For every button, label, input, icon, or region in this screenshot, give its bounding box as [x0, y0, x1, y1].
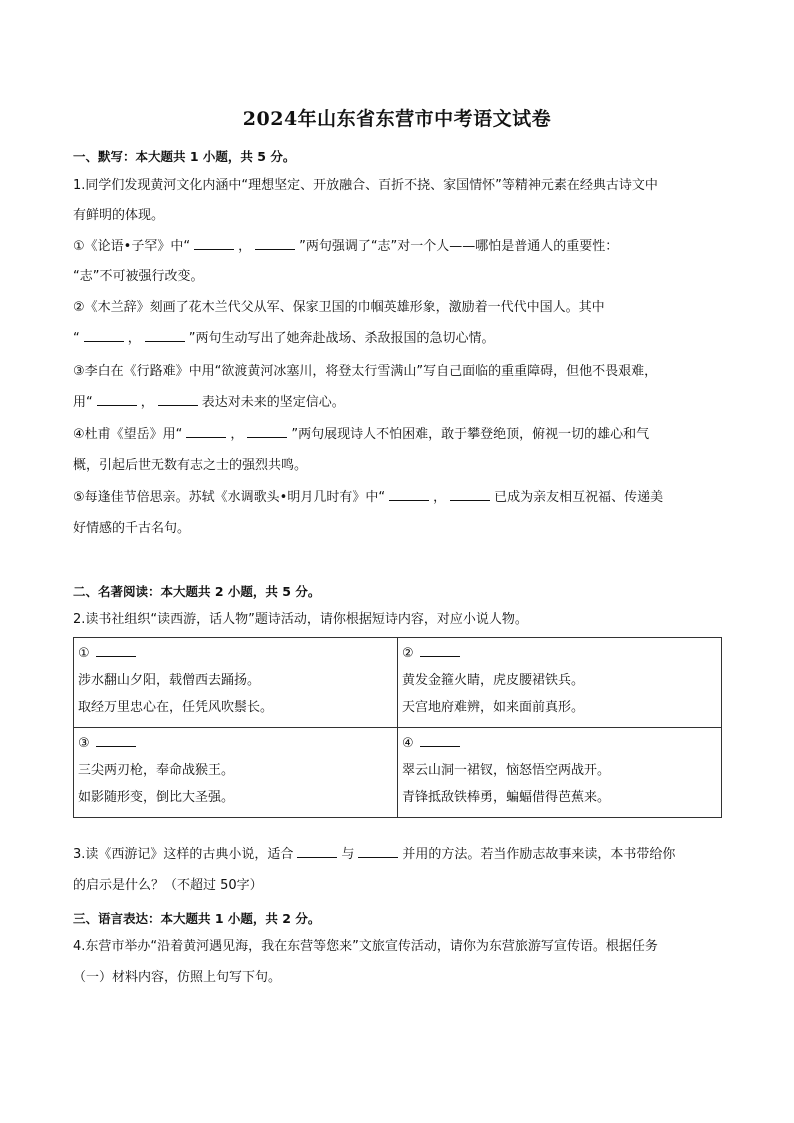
answer-blank[interactable] [420, 644, 460, 657]
answer-blank[interactable] [450, 488, 490, 501]
text: ”两句生动写出了她奔赴战场、杀敌报国的急切心情。 [188, 331, 495, 346]
answer-blank[interactable] [358, 845, 398, 858]
poem-line: 如影随形变，倒比大圣强。 [78, 790, 235, 805]
q1-item3-line1: ③李白在《行路难》中用“欲渡黄河冰塞川，将登太行雪满山”写自己面临的重重障碍，但他不畏艰难， [73, 364, 658, 379]
answer-blank[interactable] [84, 329, 124, 342]
poem-line: 涉水翻山夕阳，载僧西去踊扬。 [78, 673, 261, 688]
answer-blank[interactable] [96, 644, 136, 657]
poem-line: 青锋抵敌铁棒勇，蝙蝠借得芭蕉来。 [402, 790, 611, 805]
q1-item1-line2: “志”不可被强行改变。 [73, 269, 204, 284]
page-title: 2024年山东省东营市中考语文试卷 [242, 108, 552, 130]
text: ， [238, 239, 252, 254]
poem-number: ④ [402, 730, 717, 757]
answer-blank[interactable] [97, 393, 137, 406]
poem-cell [74, 638, 398, 728]
text: ①《论语•子罕》中“ [73, 239, 191, 254]
answer-blank[interactable] [389, 488, 429, 501]
text: ”两句展现诗人不怕困难，敢于攀登绝顶，俯视一切的雄心和气 [291, 427, 650, 442]
poem-number: ① [78, 640, 393, 667]
answer-blank[interactable] [145, 329, 185, 342]
section-desc: 本大题共 1 小题，共 2 分。 [160, 911, 321, 926]
text: 3.读《西游记》这样的古典小说，适合 [73, 847, 294, 862]
answer-blank[interactable] [186, 425, 226, 438]
poem-cell [74, 728, 398, 818]
section-desc: 本大题共 2 小题，共 5 分。 [160, 584, 321, 599]
text: 用“ [73, 395, 93, 410]
text: ⑤每逢佳节倍思亲。苏轼《水调歌头•明月几时有》中“ [73, 490, 386, 505]
poem-line: 翠云山洞一裙钗，恼怒悟空两战开。 [402, 763, 611, 778]
text: ④杜甫《望岳》用“ [73, 427, 183, 442]
answer-blank[interactable] [247, 425, 287, 438]
q4-line2: （一）材料内容，仿照上句写下句。 [73, 970, 282, 985]
q1-intro-line1: 1.同学们发现黄河文化内涵中“理想坚定、开放融合、百折不挠、家国情怀”等精神元素在经典古诗文中 [73, 178, 658, 193]
q1-item4-line2: 概，引起后世无数有志之士的强烈共鸣。 [73, 458, 308, 473]
text: 已成为亲友相互祝福、传递美 [494, 490, 664, 505]
poem-line: 天宫地府难辨，如来面前真形。 [402, 700, 585, 715]
q1-item1 [73, 237, 618, 257]
section-label: 二、名著阅读： [73, 584, 161, 599]
text: 与 [341, 847, 355, 862]
q1-item3-line2 [73, 393, 345, 413]
text: ， [127, 331, 141, 346]
q3-line1 [73, 845, 675, 865]
poem-cell [398, 728, 722, 818]
poem-number: ③ [78, 730, 393, 757]
q4-line1: 4.东营市举办“沿着黄河遇见海，我在东营等您来”文旅宣传活动，请你为东营旅游写宣传语。根据任务 [73, 939, 658, 954]
answer-blank[interactable] [297, 845, 337, 858]
poem-cell [398, 638, 722, 728]
answer-blank[interactable] [96, 734, 136, 747]
q1-item5-line2: 好情感的千古名句。 [73, 521, 191, 536]
q1-item5-line1 [73, 488, 663, 508]
poem-table [73, 637, 722, 818]
q1-item2-line2 [73, 329, 495, 349]
q3-line2: 的启示是什么？（不超过 50字） [73, 878, 263, 893]
section-heading-1 [73, 147, 295, 165]
text: 表达对未来的坚定信心。 [201, 395, 345, 410]
answer-blank[interactable] [194, 237, 234, 250]
section-desc: 本大题共 1 小题，共 5 分。 [135, 149, 296, 164]
answer-blank[interactable] [255, 237, 295, 250]
section-label: 三、语言表达： [73, 911, 161, 926]
q1-item4-line1 [73, 425, 649, 445]
poem-line: 取经万里忠心在，任凭风吹鬃长。 [78, 700, 274, 715]
q1-item2-line1: ②《木兰辞》刻画了花木兰代父从军、保家卫国的巾帼英雄形象，激励着一代代中国人。其中 [73, 300, 605, 315]
poem-line: 三尖两刃枪，奉命战猴王。 [78, 763, 235, 778]
text: ， [140, 395, 154, 410]
answer-blank[interactable] [420, 734, 460, 747]
poem-line: 黄发金箍火睛，虎皮腰裙铁兵。 [402, 673, 585, 688]
poem-number: ② [402, 640, 717, 667]
text: 并用的方法。若当作励志故事来读，本书带给你 [402, 847, 676, 862]
text: ”两句强调了“志”对一个人——哪怕是普通人的重要性： [299, 239, 619, 254]
text: ， [433, 490, 447, 505]
answer-blank[interactable] [158, 393, 198, 406]
q1-intro-line2: 有鲜明的体现。 [73, 208, 165, 223]
q2-intro: 2.读书社组织“读西游，话人物”题诗活动，请你根据短诗内容，对应小说人物。 [73, 612, 528, 627]
section-heading-2 [73, 582, 320, 600]
section-label: 一、默写： [73, 149, 136, 164]
section-heading-3 [73, 909, 320, 927]
text: ， [230, 427, 244, 442]
text: “ [73, 331, 80, 346]
